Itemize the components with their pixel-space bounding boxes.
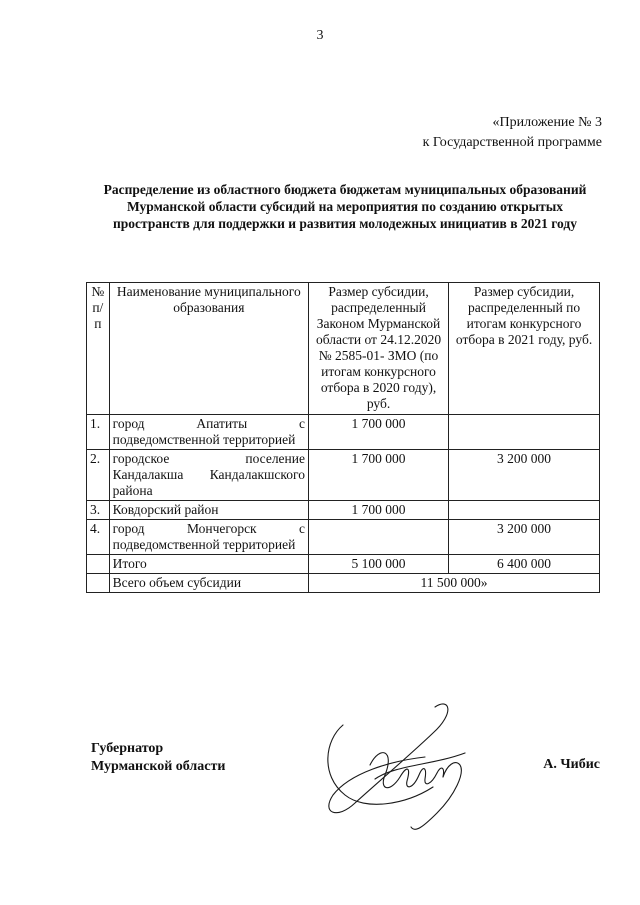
row-law-amount: 1 700 000 <box>309 450 449 501</box>
signatory-name: А. Чибис <box>543 757 600 772</box>
row-num: 4. <box>87 520 110 555</box>
total-competition-amount: 6 400 000 <box>449 555 600 574</box>
grand-total-row <box>87 574 600 593</box>
header-law-subsidy: Размер субсидии, распределенный Законом Мурманской области от 24.12.2020 № 2585-01- ЗМО (по итогам конкурсного отбора в 2020 году), руб. <box>309 283 449 415</box>
header-num: № п/п <box>87 283 110 415</box>
row-num: 3. <box>87 501 110 520</box>
appendix-reference <box>423 113 602 153</box>
position-line-2: Мурманской области <box>91 759 226 774</box>
signatory-position <box>91 740 225 776</box>
row-law-amount: 1 700 000 <box>309 501 449 520</box>
row-municipality: городское поселение Кандалакша Кандалакшского района <box>109 450 308 501</box>
subsidy-table <box>86 282 600 593</box>
row-municipality: город Мончегорск с подведомственной территорией <box>109 520 308 555</box>
appendix-line-1: «Приложение № 3 <box>492 115 602 130</box>
appendix-line-2: к Государственной программе <box>422 135 602 150</box>
row-competition-amount <box>449 415 600 450</box>
table-row <box>87 450 600 501</box>
row-competition-amount <box>449 501 600 520</box>
row-municipality: Ковдорский район <box>109 501 308 520</box>
table-header-row <box>87 283 600 415</box>
total-row <box>87 555 600 574</box>
page-number: 3 <box>316 28 324 43</box>
handwritten-signature <box>315 695 485 840</box>
header-name: Наименование муниципального образования <box>109 283 308 415</box>
row-competition-amount: 3 200 000 <box>449 450 600 501</box>
row-num: 1. <box>87 415 110 450</box>
total-num <box>87 555 110 574</box>
row-num: 2. <box>87 450 110 501</box>
table-row <box>87 501 600 520</box>
grand-total-label: Всего объем субсидии <box>109 574 308 593</box>
table-row <box>87 520 600 555</box>
grand-total-amount: 11 500 000» <box>309 574 600 593</box>
grand-total-num <box>87 574 110 593</box>
total-label: Итого <box>109 555 308 574</box>
row-municipality: город Апатиты с подведомственной территорией <box>109 415 308 450</box>
row-law-amount: 1 700 000 <box>309 415 449 450</box>
row-law-amount <box>309 520 449 555</box>
document-title: Распределение из областного бюджета бюджетам муниципальных образований Мурманской области субсидий на мероприятия по созданию открытых пространств для поддержки и развития молодежных инициатив в 2021 году <box>103 182 587 231</box>
table-row <box>87 415 600 450</box>
header-competition-subsidy: Размер субсидии, распределенный по итогам конкурсного отбора в 2021 году, руб. <box>449 283 600 415</box>
total-law-amount: 5 100 000 <box>309 555 449 574</box>
position-line-1: Губернатор <box>91 741 164 756</box>
row-competition-amount: 3 200 000 <box>449 520 600 555</box>
